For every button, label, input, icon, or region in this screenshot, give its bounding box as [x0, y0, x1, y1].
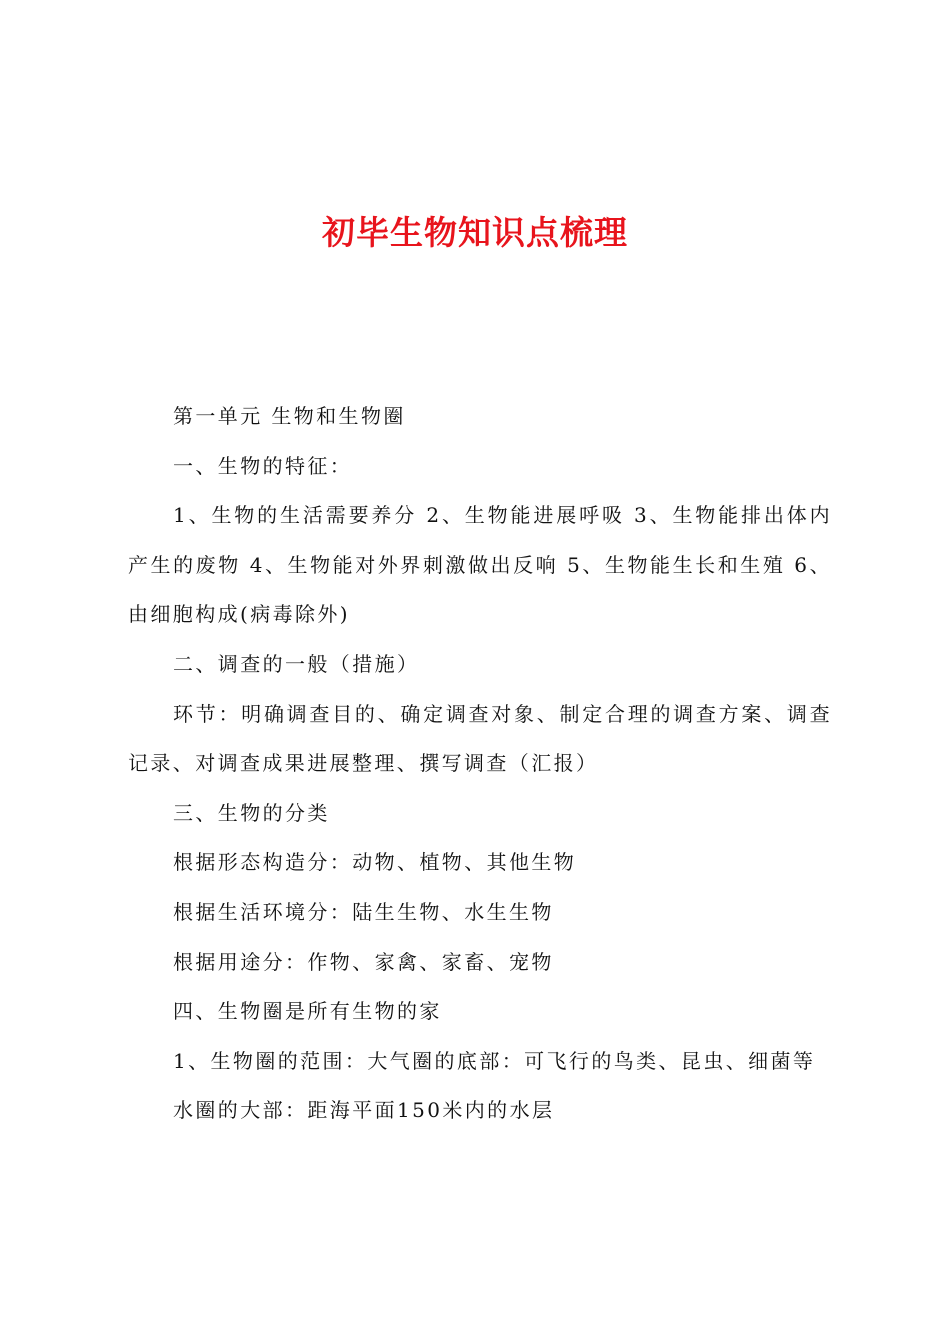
document-body [128, 392, 832, 1136]
section-heading-2: 二、调查的一般（措施） [173, 651, 420, 676]
paragraph-characteristics: 1、生物的生活需要养分 2、生物能进展呼吸 3、生物能排出体内产生的废物 4、生物能对外界刺激做出反响 5、生物能生长和生殖 6、由细胞构成(病毒除外) [128, 503, 832, 627]
paragraph-classification-environment: 根据生活环境分：陆生生物、水生生物 [173, 899, 554, 924]
paragraph-biosphere-hydrosphere: 水圈的大部：距海平面150米内的水层 [173, 1098, 555, 1123]
paragraph-classification-use: 根据用途分：作物、家禽、家畜、宠物 [173, 949, 554, 974]
unit-heading: 第一单元 生物和生物圈 [173, 404, 406, 428]
document-title: 初毕生物知识点梳理 [322, 213, 628, 252]
section-heading-3: 三、生物的分类 [173, 800, 330, 825]
paragraph-biosphere-atmosphere: 1、生物圈的范围：大气圈的底部：可飞行的鸟类、昆虫、细菌等 [173, 1048, 816, 1073]
section-heading-1: 一、生物的特征： [173, 453, 353, 478]
paragraph-classification-form: 根据形态构造分：动物、植物、其他生物 [173, 850, 577, 875]
paragraph-survey-steps: 环节：明确调查目的、确定调查对象、制定合理的调查方案、调查记录、对调查成果进展整理、撰写调查（汇报） [128, 701, 832, 776]
section-heading-4: 四、生物圈是所有生物的家 [173, 999, 442, 1024]
